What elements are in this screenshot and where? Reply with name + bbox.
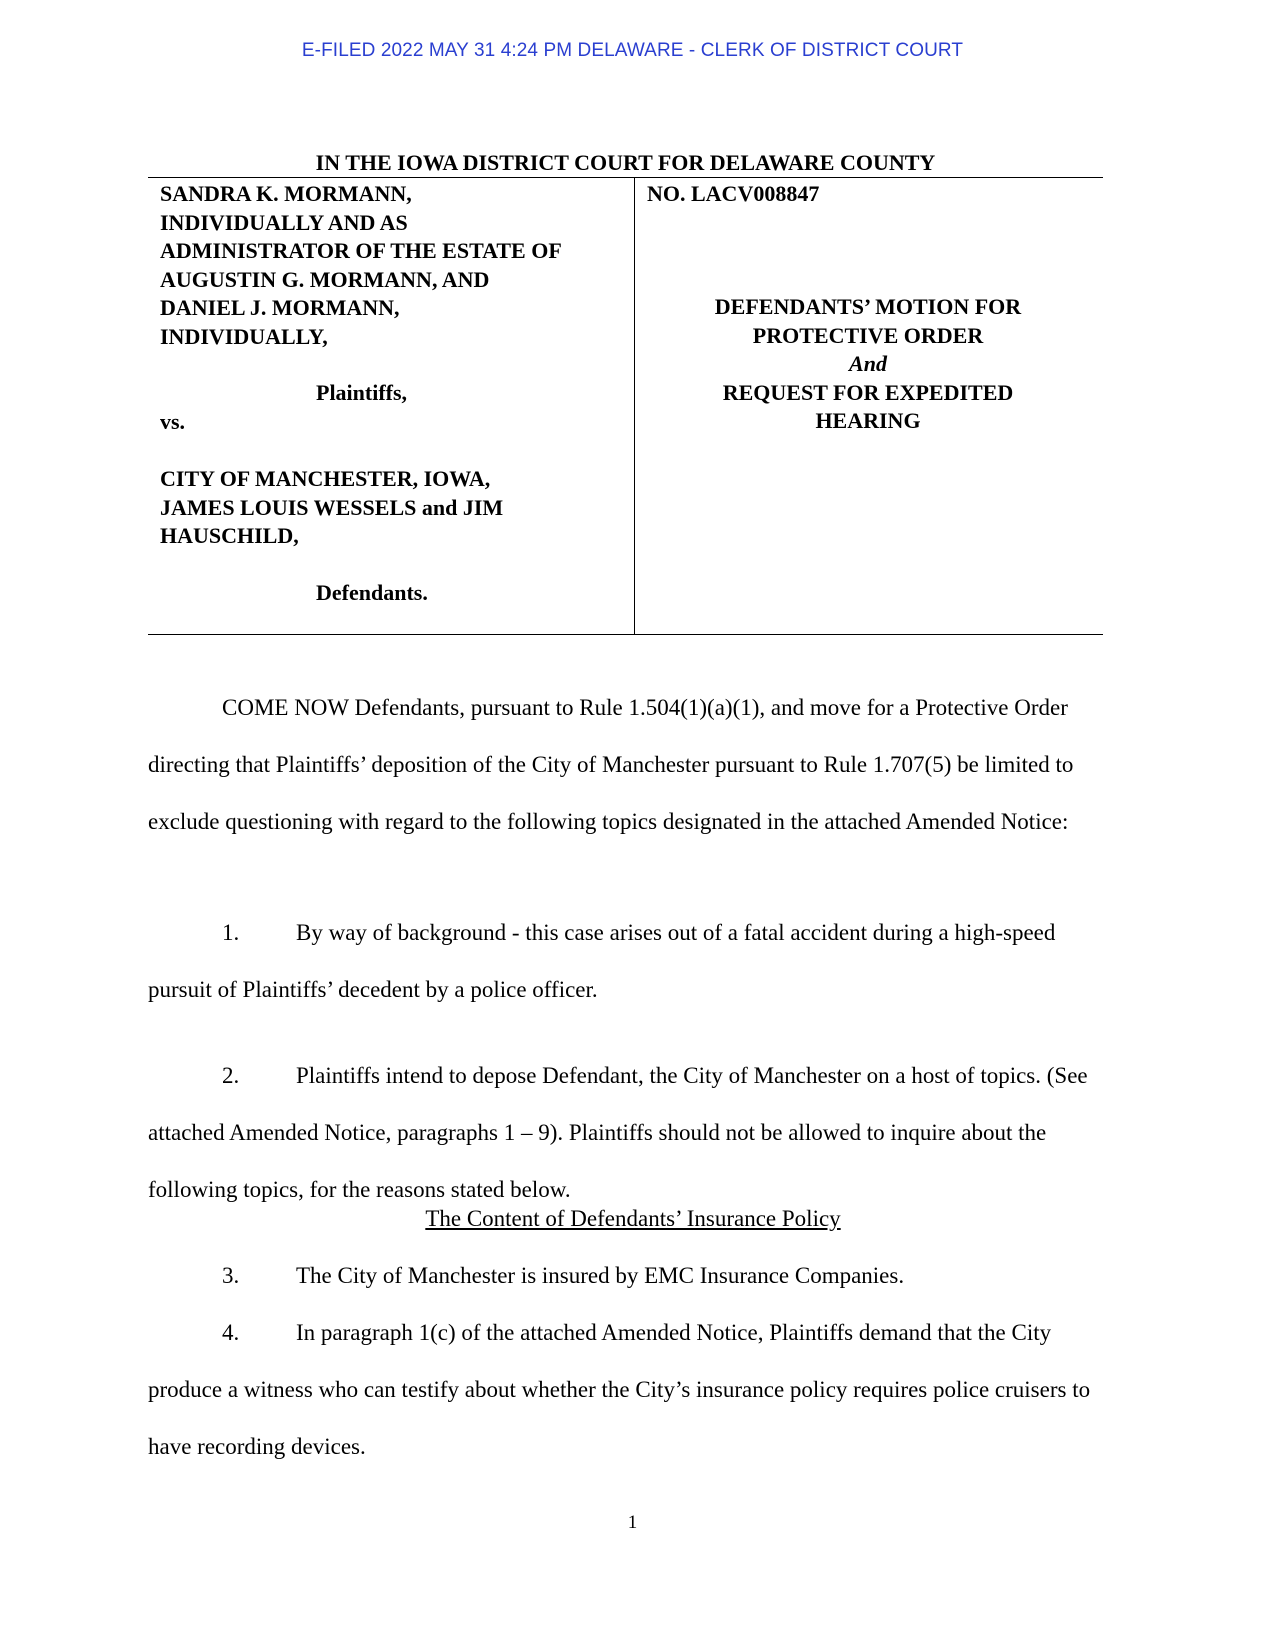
case-number: NO. LACV008847	[647, 181, 820, 206]
paragraph-text: In paragraph 1(c) of the attached Amended Notice, Plaintiffs demand that the City produce a witness who can testify about whether the City’s insurance policy requires police cruisers to have recording devices.	[148, 1320, 1091, 1459]
caption-divider	[634, 177, 635, 634]
motion-title	[648, 293, 1088, 436]
paragraph-text: By way of background - this case arises out of a fatal accident during a high-speed pursuit of Plaintiffs’ decedent by a police officer.	[148, 920, 1056, 1002]
motion-title-and: And	[849, 351, 887, 376]
paragraph-number: 3.	[222, 1263, 240, 1288]
defendants-line: CITY OF MANCHESTER, IOWA,	[160, 466, 491, 491]
paragraph-text: Plaintiffs intend to depose Defendant, the City of Manchester on a host of topics. (See attached Amended Notice, paragraphs 1 – 9). Plaintiffs should not be allowed to inquire about the following topics, for the reasons stated below.	[148, 1063, 1088, 1202]
court-title: IN THE IOWA DISTRICT COURT FOR DELAWARE COUNTY	[315, 150, 936, 175]
caption-bottom-rule	[148, 634, 1103, 635]
numbered-paragraph	[148, 1247, 1118, 1304]
defendants-line: JAMES LOUIS WESSELS and JIM	[160, 494, 504, 520]
plaintiffs-line: SANDRA K. MORMANN,	[160, 181, 412, 206]
paragraph-number: 1.	[222, 920, 240, 945]
efiled-stamp: E-FILED 2022 MAY 31 4:24 PM DELAWARE - CLERK OF DISTRICT COURT	[301, 40, 964, 61]
motion-title-line: DEFENDANTS’ MOTION FOR	[714, 294, 1022, 319]
defendants-names	[160, 465, 630, 551]
paragraph-number: 2.	[222, 1063, 240, 1088]
page-number: 1	[627, 1512, 638, 1533]
caption-top-rule	[148, 177, 1103, 178]
plaintiffs-line: AUGUSTIN G. MORMANN, AND	[160, 266, 490, 292]
intro-paragraph: COME NOW Defendants, pursuant to Rule 1.504(1)(a)(1), and move for a Protective Order directing that Plaintiffs’ deposition of the City of Manchester pursuant to Rule 1.707(5) be limited to exclude questioning with regard to the following topics designated in the attached Amended Notice:	[148, 695, 1074, 834]
motion-title-line: REQUEST FOR EXPEDITED	[722, 379, 1014, 405]
numbered-paragraph	[148, 904, 1118, 1018]
versus: vs.	[160, 409, 186, 434]
paragraph-text: The City of Manchester is insured by EMC Insurance Companies.	[296, 1263, 905, 1288]
plaintiffs-line: DANIEL J. MORMANN,	[160, 295, 400, 320]
defendants-line: HAUSCHILD,	[160, 523, 299, 548]
plaintiffs-line: ADMINISTRATOR OF THE ESTATE OF	[160, 238, 562, 263]
paragraph-number: 4.	[222, 1320, 240, 1345]
numbered-paragraph	[148, 1304, 1118, 1475]
plaintiffs-role: Plaintiffs,	[316, 380, 408, 405]
section-heading: The Content of Defendants’ Insurance Policy	[425, 1206, 841, 1231]
motion-title-line: HEARING	[815, 408, 921, 433]
defendants-role: Defendants.	[316, 580, 428, 605]
plaintiffs-names	[160, 180, 630, 351]
plaintiffs-line: INDIVIDUALLY AND AS	[160, 209, 408, 235]
plaintiffs-line: INDIVIDUALLY,	[160, 323, 328, 349]
motion-title-line: PROTECTIVE ORDER	[752, 322, 984, 348]
